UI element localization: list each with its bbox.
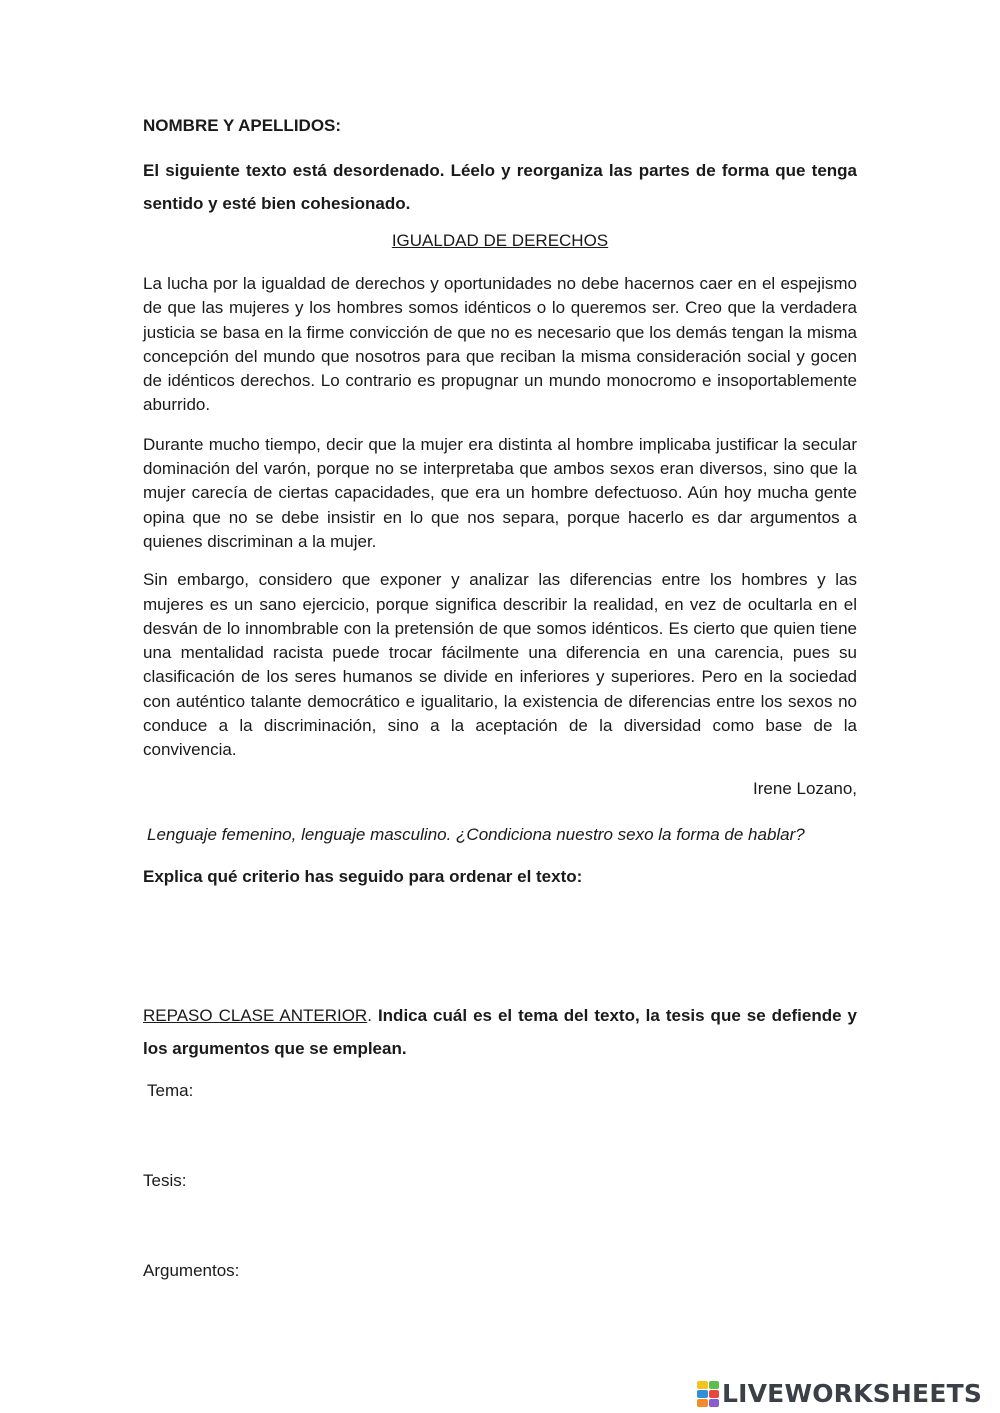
liveworksheets-logo-icon [697,1381,719,1407]
explain-prompt: Explica qué criterio has seguido para ordenar el texto: [143,866,583,886]
repaso-period: . [367,1005,372,1025]
repaso-section [143,999,857,1065]
worksheet-page [143,112,857,1283]
author-name: Irene Lozano, [753,778,857,798]
logo-text: LIVEWORKSHEETS [722,1379,983,1408]
liveworksheets-logo [697,1378,982,1410]
paragraph-3: Sin embargo, considero que exponer y analizar las diferencias entre los hombres y las mujeres es un sano ejercicio, porque significa describir la realidad, en vez de ocultarla en el desván de lo innombrable con la pretensión de que somos idénticos. Es cierto que quien tiene una mentalidad racista puede trocar fácilmente una diferencia en una carencia, pues su clasificación de los seres humanos se divide en inferiores y superiores. Pero en la sociedad con auténtico talante democrático e igualitario, la existencia de diferencias entre los sexos no conduce a la discriminación, sino a la aceptación de la diversidad como base de la convivencia. [143,570,857,760]
repaso-label: REPASO CLASE ANTERIOR [143,1005,368,1025]
paragraph-2: Durante mucho tiempo, decir que la mujer era distinta al hombre implicaba justificar la secular dominación del varón, porque no se interpretaba que ambos sexos eran diversos, sino que la mujer carecía de ciertas capacidades, que era un hombre defectuoso. Aún hoy mucha gente opina que no se debe insistir en lo que nos separa, porque hacerlo es dar argumentos a quienes discriminan a la mujer. [143,434,857,551]
tesis-label: Tesis: [143,1170,187,1190]
instructions-text: El siguiente texto está desordenado. Léelo y reorganiza las partes de forma que tenga sentido y esté bien cohesionado. [143,161,857,213]
tema-label: Tema: [147,1080,194,1100]
source-title: Lenguaje femenino, lenguaje masculino. ¿Condiciona nuestro sexo la forma de hablar? [147,824,805,844]
text-title: IGUALDAD DE DERECHOS [391,231,609,250]
argumentos-label: Argumentos: [143,1260,240,1280]
name-label: NOMBRE Y APELLIDOS: [143,116,342,135]
repaso-prompt: Indica cuál es el tema del texto, la tesis que se defiende y los argumentos que se emplean. [143,1005,857,1058]
paragraph-1: La lucha por la igualdad de derechos y oportunidades no debe hacernos caer en el espejismo de que las mujeres y los hombres somos idénticos o lo queremos ser. Creo que la verdadera justicia se basa en la firme convicción de que no es necesario que los demás tengan la misma concepción del mundo que nosotros para que reciban la misma consideración social y gocen de idénticos derechos. Lo contrario es propugnar un mundo monocromo e insoportablemente aburrido. [143,274,857,415]
explain-answer-area[interactable] [143,889,857,999]
